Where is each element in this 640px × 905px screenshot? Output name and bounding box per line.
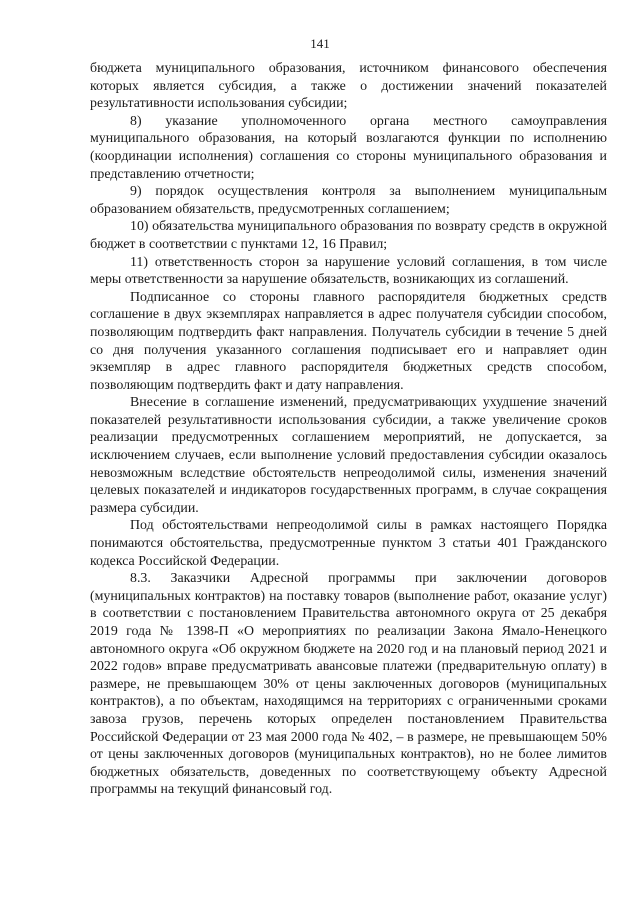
paragraph-signed-agreement: Подписанное со стороны главного распорядителя бюджетных средств соглашение в двух экземплярах направляется в адрес получателя субсидии способом, позволяющим подтвердить факт направления. Получатель субсидии в течение 5 дней со дня получения указанного соглашения подписывает его и направляет один экземпляр в адрес главного распорядителя бюджетных средств способом, позволяющим подтвердить факт и дату направления. (90, 289, 607, 393)
paragraph-section-8-3: 8.3. Заказчики Адресной программы при заключении договоров (муниципальных контрактов) на поставку товаров (выполнение работ, оказание услуг) в соответствии с постановлением Правительства автономного округа от 25 декабря 2019 года № 1398-П «О мероприятиях по реализации Закона Ямало-Ненецкого автономного округа «Об окружном бюджете на 2020 год и на плановый период 2021 и 2022 годов» вправе предусматривать авансовые платежи (предварительную оплату) в размере, не превышающем 30% от цены заключенных договоров (муниципальных контрактов), а по объектам, находящимся на территориях с ограниченными сроками завоза грузов, перечень которых определен постановлением Правительства Российской Федерации от 23 мая 2000 года № 402, – в размере, не превышающем 50% от цены заключенных договоров (муниципальных контрактов), но не более лимитов бюджетных обязательств, доведенных по соответствующему объекту Адресной программы на текущий финансовый год. (90, 571, 607, 798)
paragraph-amendments: Внесение в соглашение изменений, предусматривающих ухудшение значений показателей результативности использования субсидии, а также увеличение сроков реализации предусмотренных соглашением мероприятий, не допускается, за исключением случаев, если выполнение условий предоставления субсидии оказалось невозможным вследствие обстоятельств непреодолимой силы, изменения значений целевых показателей и индикаторов государственных программ, в случае сокращения размера субсидии. (90, 395, 607, 516)
paragraph-force-majeure: Под обстоятельствами непреодолимой силы в рамках настоящего Порядка понимаются обстоятельства, предусмотренные пунктом 3 статьи 401 Гражданского кодекса Российской Федерации. (90, 518, 607, 569)
paragraph-continuation: бюджета муниципального образования, источником финансового обеспечения которых является субсидия, а также о достижении значений показателей результативности использования субсидии; (90, 61, 607, 112)
document-body (90, 60, 607, 799)
paragraph-item-8: 8) указание уполномоченного органа местного самоуправления муниципального образования, на который возлагаются функции по исполнению (координации исполнения) соглашения со стороны муниципального образования и представлению отчетности; (90, 113, 607, 182)
paragraph-item-9: 9) порядок осуществления контроля за выполнением муниципальным образованием обязательств, предусмотренных соглашением; (90, 184, 607, 217)
page-number: 141 (310, 36, 330, 51)
paragraph-item-10: 10) обязательства муниципального образования по возврату средств в окружной бюджет в соответствии с пунктами 12, 16 Правил; (90, 219, 607, 252)
paragraph-item-11: 11) ответственность сторон за нарушение условий соглашения, в том числе меры ответственности за нарушение обязательств, возникающих из соглашений. (90, 254, 607, 288)
